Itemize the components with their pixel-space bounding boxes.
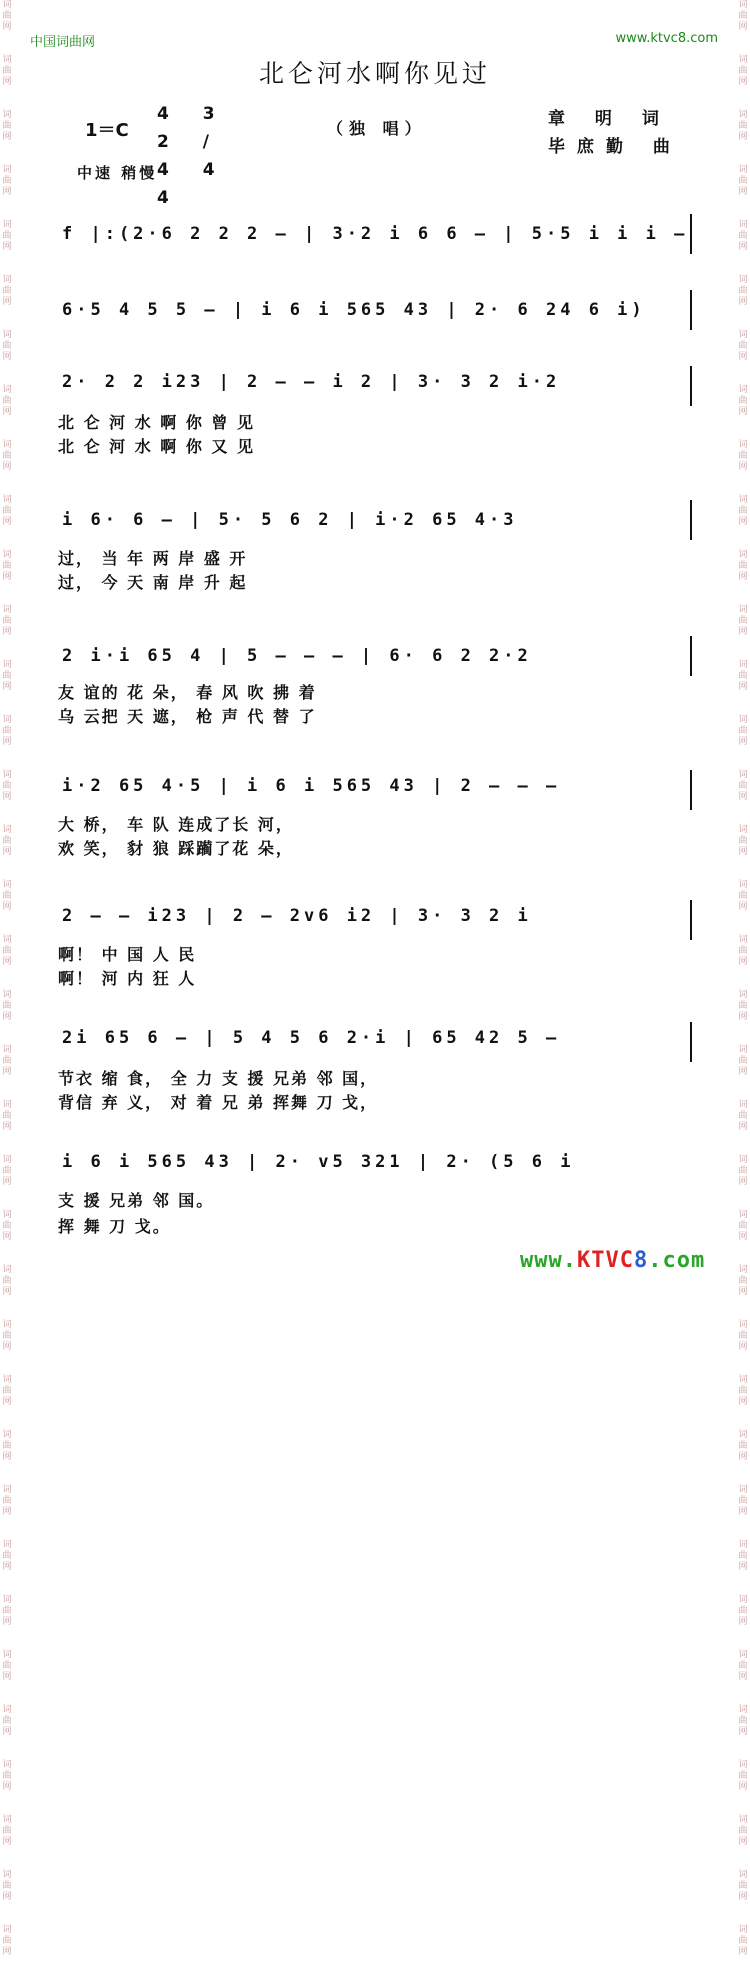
system-7-lyric-1: 啊！ 中 国 人 民 (58, 945, 197, 964)
barline (690, 900, 692, 940)
system-3-lyric-1: 北 仑 河 水 啊 你 曾 见 (58, 413, 255, 432)
system-4-lyric-1: 过， 当 年 两 岸 盛 开 (58, 549, 248, 568)
logo-part-ktvc: KTVC (576, 1248, 634, 1273)
system-9-lyric-2: 挥 舞 刀 戈。 (58, 1217, 171, 1236)
barline (690, 500, 692, 540)
watermark-right: 词 曲 网 词 曲 网 词 曲 网 词 曲 网 词 曲 网 词 曲 网 词 曲 网 词 曲 网 词 曲 网 词 曲 网 词 曲 网 词 曲 网 词 曲 网 词 曲 网 词 曲 网 词 曲 网 词 曲 网 词 曲 网 词 曲 网 词 曲 网 词 曲 网 词 曲 网 词 曲 网 词 曲 网 词 曲 网 词 曲 网 词 曲 网 词 曲 网 词 曲 网 词 曲 网 词 曲 网 词 曲 网 词 曲 网 词 曲 网 词 曲 网 词 曲 网 (738, 0, 748, 1957)
barline (690, 366, 692, 406)
system-6-lyric-2: 欢 笑， 豺 狼 踩躏了花 朵， (58, 839, 294, 858)
system-6-lyric-1: 大 桥， 车 队 连成了长 河， (58, 815, 294, 834)
system-7-notes: 2 — — i23 | 2 — 2v6 i2 | 3· 3 2 i (62, 906, 532, 926)
barline (690, 1022, 692, 1062)
site-name-left: 中国词曲网 (30, 35, 96, 50)
system-4-lyric-2: 过， 今 天 南 岸 升 起 (58, 573, 248, 592)
site-url-right[interactable]: www.ktvc8.com (615, 31, 718, 46)
logo-part-www: www. (520, 1248, 577, 1273)
system-8-lyric-2: 背信 弃 义， 对 着 兄 弟 挥舞 刀 戈， (58, 1093, 379, 1112)
system-3-lyric-2: 北 仑 河 水 啊 你 又 见 (58, 437, 255, 456)
logo-part-com: .com (648, 1248, 706, 1273)
system-9-notes: i 6 i 565 43 | 2· v5 321 | 2· (5 6 i (62, 1152, 575, 1172)
system-1-notes: f |:(2·6 2 2 2 — | 3·2 i 6 6 — | 5·5 i i i — (62, 224, 689, 244)
performance-style: （独 唱） (327, 119, 427, 138)
lyricist-credit: 章 明 词 (548, 109, 671, 129)
barline (690, 290, 692, 330)
system-9-lyric-1: 支 援 兄弟 邻 国。 (58, 1191, 215, 1210)
barline (690, 214, 692, 254)
system-8-notes: 2i 65 6 — | 5 4 5 6 2·i | 65 42 5 — (62, 1028, 561, 1048)
key-signature: 1＝C (85, 120, 129, 141)
song-title: 北仑河水啊你见过 (258, 59, 491, 88)
system-5-lyric-2: 乌 云把 天 遮， 枪 声 代 替 了 (58, 707, 317, 726)
system-8-lyric-1: 节衣 缩 食， 全 力 支 援 兄弟 邻 国， (58, 1069, 379, 1088)
system-5-lyric-1: 友 谊的 花 朵， 春 风 吹 拂 着 (58, 683, 317, 702)
barline (690, 770, 692, 810)
logo-part-8: 8 (633, 1248, 649, 1273)
barline (690, 636, 692, 676)
system-4-notes: i 6· 6 — | 5· 5 6 2 | i·2 65 4·3 (62, 510, 518, 530)
watermark-left: 词 曲 网 词 曲 网 词 曲 网 词 曲 网 词 曲 网 词 曲 网 词 曲 网 词 曲 网 词 曲 网 词 曲 网 词 曲 网 词 曲 网 词 曲 网 词 曲 网 词 曲 网 词 曲 网 词 曲 网 词 曲 网 词 曲 网 词 曲 网 词 曲 网 词 曲 网 词 曲 网 词 曲 网 词 曲 网 词 曲 网 词 曲 网 词 曲 网 词 曲 网 词 曲 网 词 曲 网 词 曲 网 词 曲 网 词 曲 网 词 曲 网 词 曲 网 (2, 0, 12, 1957)
system-5-notes: 2 i·i 65 4 | 5 — — — | 6· 6 2 2·2 (62, 646, 532, 666)
composer-credit: 毕庶勤 曲 (548, 137, 682, 157)
system-2-notes: 6·5 4 5 5 — | i 6 i 565 43 | 2· 6 24 6 i) (62, 300, 646, 320)
time-signature: 4 3 2 / 4 4 4 (157, 104, 229, 208)
system-7-lyric-2: 啊！ 河 内 狂 人 (58, 969, 197, 988)
system-3-notes: 2· 2 2 i23 | 2 — — i 2 | 3· 3 2 i·2 (62, 372, 561, 392)
tempo-marking: 中速 稍慢 (77, 164, 158, 182)
footer-logo[interactable] (520, 1248, 705, 1273)
system-6-notes: i·2 65 4·5 | i 6 i 565 43 | 2 — — — (62, 776, 561, 796)
